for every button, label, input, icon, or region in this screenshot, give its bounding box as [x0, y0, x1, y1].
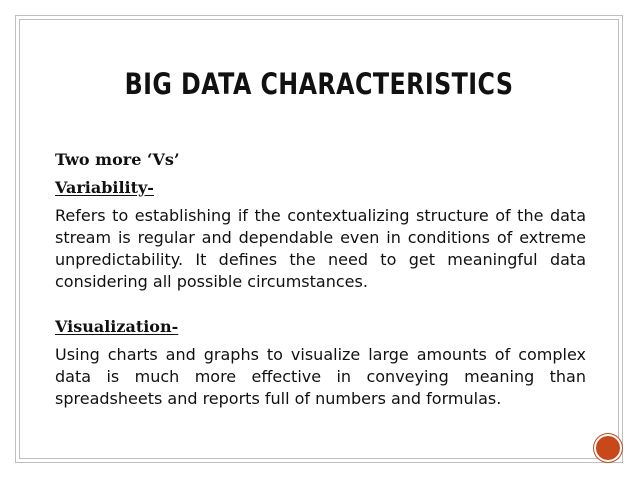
- slide-content: [55, 150, 586, 410]
- next-slide-button[interactable]: [596, 436, 620, 460]
- slide-title: BIG DATA CHARACTERISTICS: [124, 67, 514, 101]
- intro-text: Two more ‘Vs’: [55, 150, 180, 169]
- section-body-variability: Refers to establishing if the contextualizing structure of the data stream is regular and dependable even in conditions of extreme unpredictability. It defines the need to get meaningful data considering all possible circumstances.: [55, 206, 586, 291]
- section-spacer: [55, 293, 586, 317]
- section-heading-visualization: Visualization-: [55, 317, 179, 336]
- section-heading-variability: Variability-: [55, 178, 154, 197]
- section-body-visualization: Using charts and graphs to visualize large amounts of complex data is much more effective in conveying meaning than spreadsheets and reports full of numbers and formulas.: [55, 345, 586, 408]
